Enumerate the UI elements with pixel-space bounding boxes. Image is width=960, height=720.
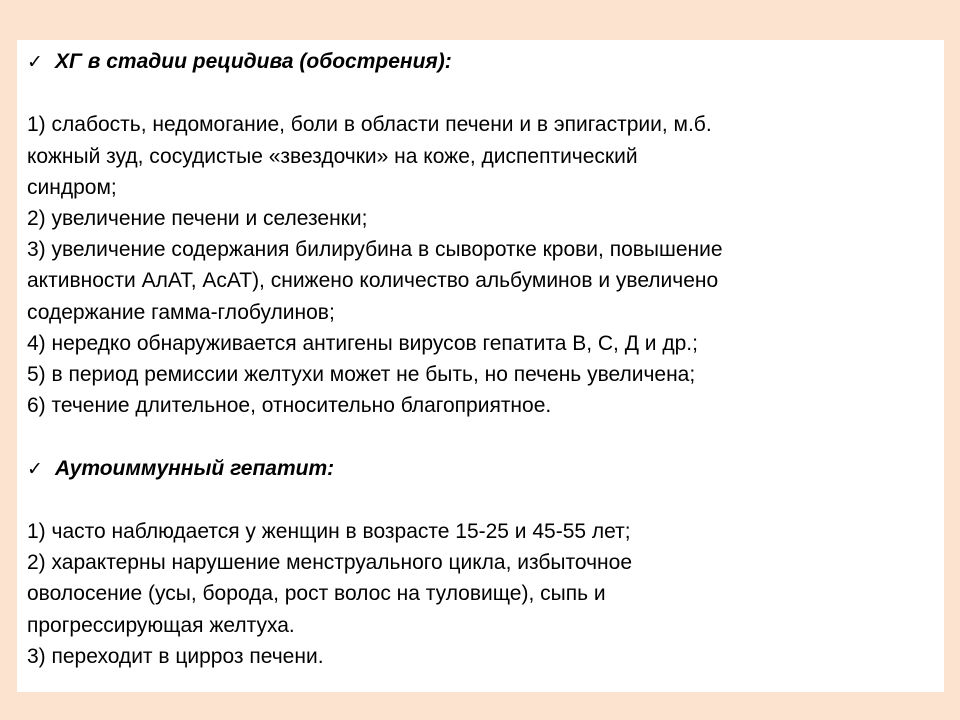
list-item-line: 1) слабость, недомогание, боли в области печени и в эпигастрии, м.б.: [27, 113, 712, 137]
list-item-line: содержание гамма-глобулинов;: [27, 300, 335, 324]
list-item: [27, 359, 938, 390]
spacer: [27, 78, 938, 109]
section-title: ХГ в стадии рецидива (обострения):: [55, 50, 452, 73]
section-heading-chronic-hepatitis: [27, 46, 938, 78]
list-item-line: активности АлАТ, АсАТ), снижено количество альбуминов и увеличено: [27, 269, 719, 293]
slide-content: [27, 46, 938, 672]
list-item: [27, 234, 938, 328]
section-heading-autoimmune-hepatitis: [27, 453, 938, 485]
list-item: [27, 516, 938, 547]
slide-panel: [17, 40, 944, 692]
list-item-line: 1) часто наблюдается у женщин в возрасте 15-25 и 45-55 лет;: [27, 520, 631, 543]
spacer: [27, 421, 938, 452]
list-item-line: 5) в период ремиссии желтухи может не быть, но печень увеличена;: [27, 363, 696, 387]
list-item-line: 3) переходит в цирроз печени.: [27, 644, 324, 668]
list-item-line: 4) нередко обнаруживается антигены вирусов гепатита В, С, Д и др.;: [27, 331, 698, 355]
list-item-line: 6) течение длительное, относительно благоприятное.: [27, 394, 552, 418]
list-item-line: оволосение (усы, борода, рост волос на туловище), сыпь и: [27, 582, 606, 606]
list-item: [27, 390, 938, 421]
list-item-line: 2) увеличение печени и селезенки;: [27, 207, 368, 230]
spacer: [27, 485, 938, 516]
list-item: [27, 328, 938, 359]
list-item-line: 3) увеличение содержания билирубина в сыворотке крови, повышение: [27, 238, 723, 262]
list-item: [27, 641, 938, 672]
list-item-line: синдром;: [27, 175, 117, 199]
checkmark-icon: ✓: [27, 458, 43, 480]
list-item: [27, 203, 938, 234]
checkmark-icon: ✓: [27, 52, 43, 73]
list-item-line: прогрессирующая желтуха.: [27, 613, 295, 637]
section-title: Аутоиммунный гепатит:: [55, 456, 335, 480]
list-item-line: кожный зуд, сосудистые «звездочки» на коже, диспептический: [27, 144, 638, 168]
list-item: [27, 547, 938, 641]
list-item-line: 2) характерны нарушение менструального цикла, избыточное: [27, 551, 633, 575]
list-item: [27, 109, 938, 203]
